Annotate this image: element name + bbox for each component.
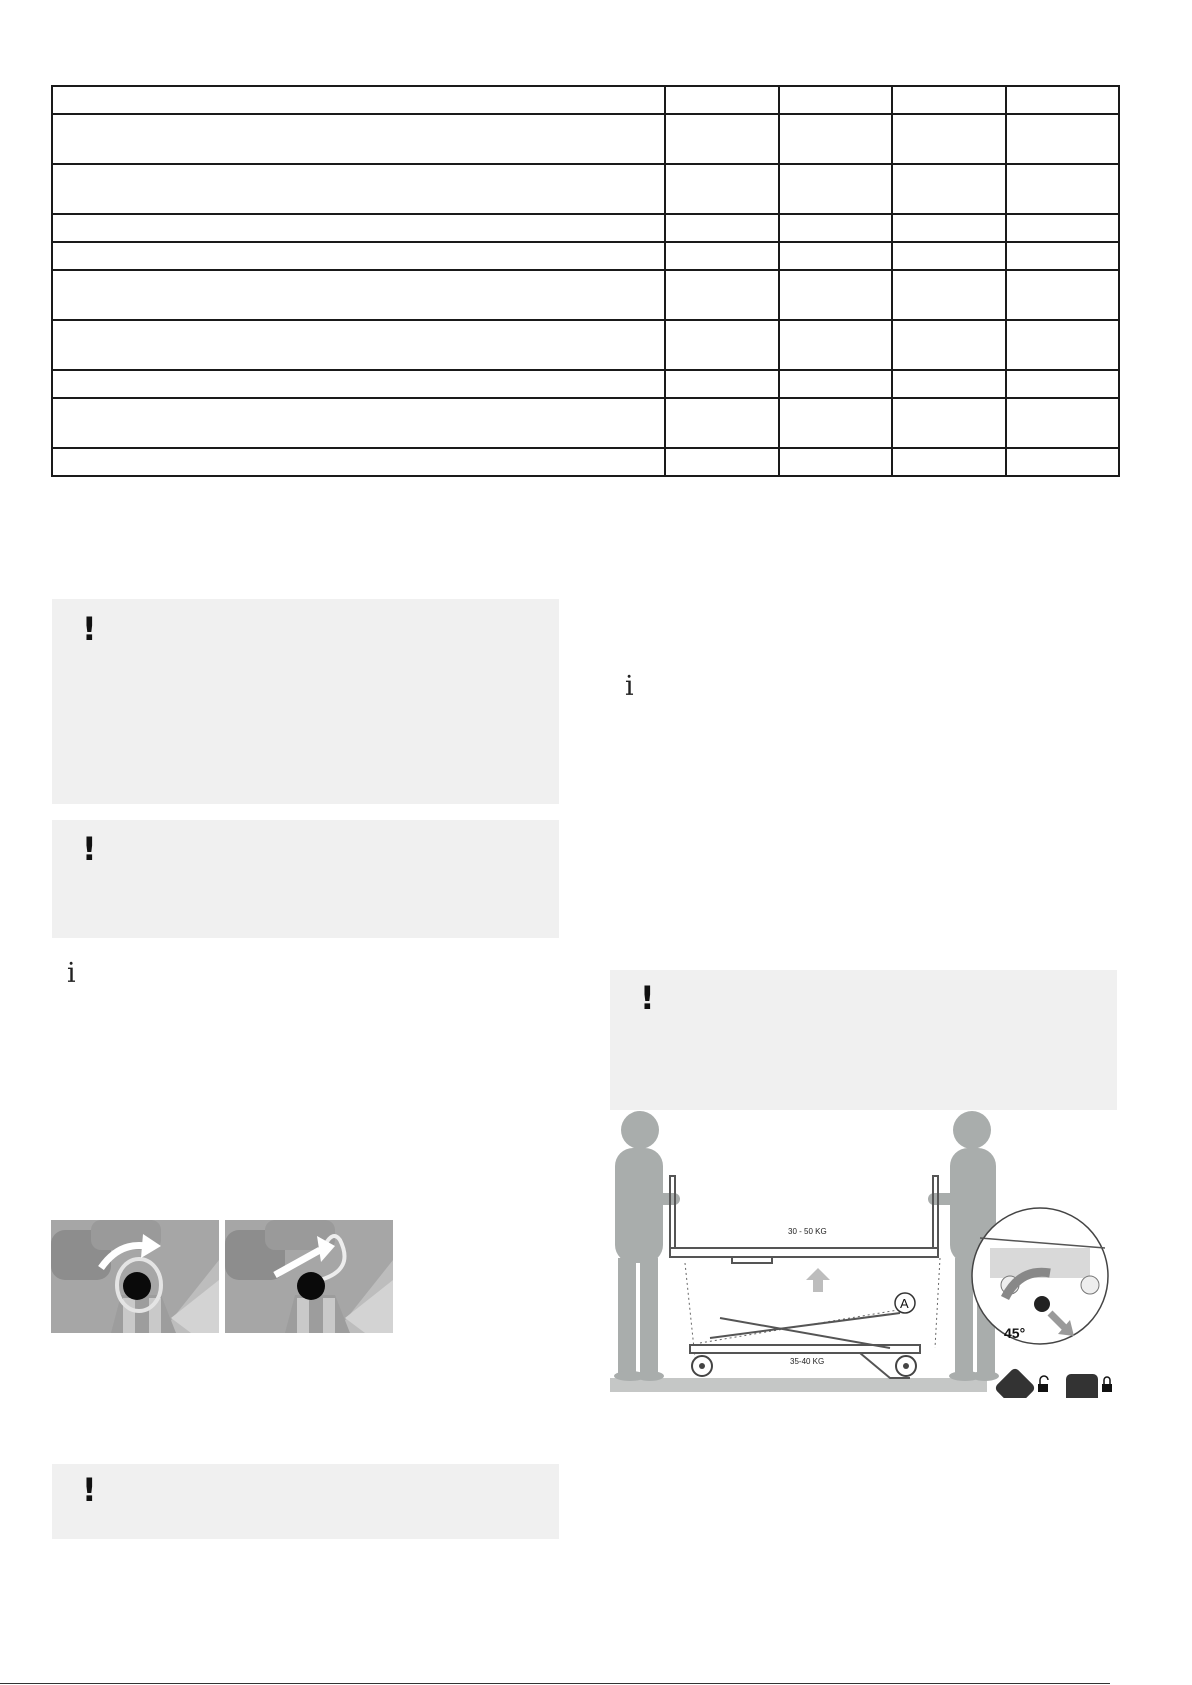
warning-icon: ! (82, 610, 97, 648)
table-row (52, 398, 1119, 448)
footer-rule (0, 1683, 1110, 1684)
info-icon: i (625, 671, 634, 702)
callout-a: A (900, 1296, 909, 1311)
table-row (52, 164, 1119, 214)
warning-panel-4 (610, 970, 1117, 1110)
bottom-weight-label: 35-40 KG (790, 1357, 825, 1366)
photo-pull-pin (225, 1220, 393, 1333)
warning-icon: ! (82, 1471, 97, 1509)
photo-rotate-lock (51, 1220, 219, 1333)
angle-label: 45° (1004, 1325, 1026, 1341)
rotate-lock-icon (51, 1220, 219, 1333)
top-weight-label: 30 - 50 KG (788, 1227, 827, 1236)
pull-pin-icon (225, 1220, 393, 1333)
warning-icon: ! (640, 979, 655, 1017)
table-row (52, 270, 1119, 320)
lift-illustration (610, 1108, 1130, 1398)
table-row (52, 448, 1119, 476)
warning-panel-1 (52, 599, 559, 804)
table-row (52, 370, 1119, 398)
table-row (52, 214, 1119, 242)
info-icon: i (67, 958, 76, 989)
warning-panel-3 (52, 1464, 559, 1539)
spec-table (51, 85, 1120, 477)
lock-icon (1102, 1377, 1112, 1392)
table-row (52, 320, 1119, 370)
warning-icon: ! (82, 830, 97, 868)
table-row (52, 242, 1119, 270)
unlock-icon (1038, 1376, 1048, 1392)
table-row (52, 114, 1119, 164)
bed-lift-diagram (610, 1108, 1130, 1398)
warning-panel-2 (52, 820, 559, 938)
table-row (52, 86, 1119, 114)
